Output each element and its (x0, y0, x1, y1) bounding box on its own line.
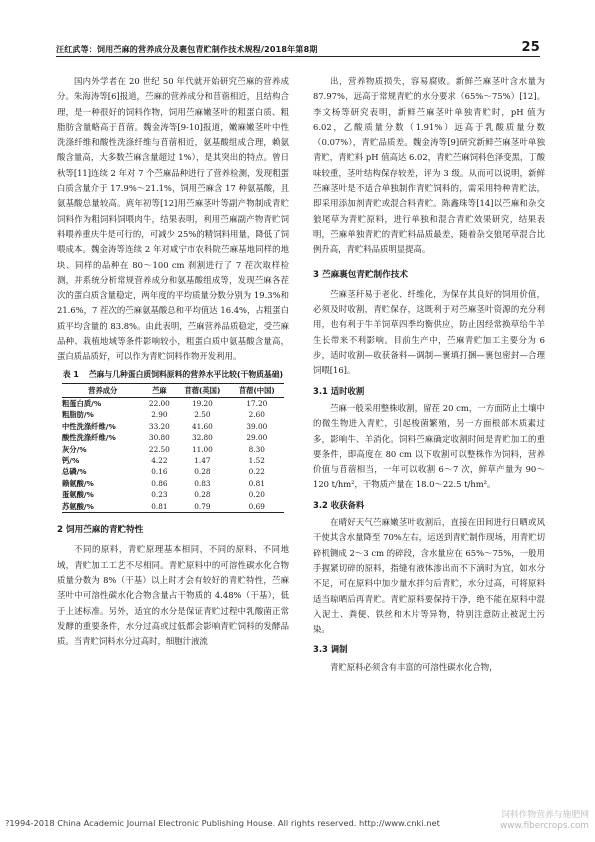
table-cell: 0.28 (194, 490, 211, 500)
table-header-cell: 苎麻 (144, 383, 176, 397)
body-paragraph: 国内外学者在 20 世纪 50 年代就开始研究苎麻的营养成分。朱海涛等[6]报道，苎麻的营养成分和苜蓿相近，且结构合理，是一种很好的饲料作物，饲用苎麻嫩茎叶的粗蛋白质、粗脂肪含量略高于苜蓿。魏金涛等[9-10]报道，嫩麻嫩茎叶中性洗涤纤维和酸性洗涤纤维与苜蓿相近，氨基酸组成合理，赖氨酸含量高，大多数苎麻含量超过 1%），是其突出的特点。曾日秋等[11]连续 2 年对 7 个苎麻品种进行了营养检测，发现粗蛋白质含量介于 17.9%～21.1%，饲用苎麻含 17 种氨基酸，且氨基酸总量较高。庹年初等[12]用苎麻茎叶等副产物制成青贮饲料作为粗饲料饲喂肉牛，结果表明，利用苎麻副产物青贮饲料喂养重庆牛是可行的，可减少 25%的精饲料用量，降低了饲喂成本。魏金涛等连续 2 年对咸宁市农科院苎麻基地同样的地块、同样的品种在 80～100 cm 刹割进行了 7 茬次取样检测，并系统分析常规营养成分和氨基酸组成等，发现苎麻各茬次的蛋白质含量稳定，两年度的平均质量分数分别为 19.3%和 21.6%，7 茬次的苎麻氨基酸总和平均值达 16.4%，占粗蛋白质平均含量的 83.8%。由此表明，苎麻营养品质稳定，受苎麻品种、栽植地域等条件影响较小，粗蛋白质中氨基酸含量高，蛋白质品质好，可以作为青贮饲料作物开发利用。 (57, 76, 289, 362)
table-row (62, 478, 284, 489)
table-cell: 0.16 (151, 467, 168, 477)
table-cell: 17.20 (246, 399, 268, 409)
table-cell: 0.22 (248, 467, 265, 477)
subsection-heading: 3.3 调制 (313, 644, 348, 655)
table-cell: 0.69 (230, 501, 284, 513)
table-cell: 0.81 (248, 478, 265, 488)
table-cell: 0.83 (194, 478, 211, 488)
table-caption-text: 苎麻与几种蛋白质饲料原料的营养水平比较(干物质基础) (88, 369, 284, 379)
table-cell: 2.90 (151, 410, 168, 420)
table-row (62, 489, 284, 500)
table-cell: 32.80 (191, 433, 213, 443)
table-cell: 1.52 (248, 456, 265, 466)
watermark-url: www.fibercrops.com (500, 821, 589, 831)
table-cell: 22.00 (148, 399, 170, 409)
table-cell: 0.79 (175, 501, 229, 513)
table-cell: 41.60 (191, 421, 213, 431)
table-cell: 总磷/% (62, 467, 87, 477)
table-cell: 中性洗涤纤维/% (62, 421, 116, 431)
table-header-row (62, 383, 284, 397)
table-cell: 2.60 (248, 410, 265, 420)
table-header-cell: 苜蓿(中国) (230, 383, 284, 397)
body-paragraph: 苎麻茎秆易于老化、纤维化，为保存其良好的饲用价值，必须及时收割，青贮保存，这既利于对苎麻茎叶资源的充分利用，也有利于牛羊饲草四季均衡供应，防止因经常换草给牛羊生长带来不利影响。目前生产中，苎麻青贮加工主要分为 6 步，适时收割—收获备料—调制—裹填打捆—裹包密封—合理饲喂[16]。 (313, 288, 545, 376)
table-cell: 赖氨酸/% (62, 478, 94, 488)
table-cell: 粗脂肪/% (62, 410, 94, 420)
nutrition-table (62, 383, 284, 513)
table-header-cell: 苜蓿(英国) (175, 383, 229, 397)
table-cell: 30.80 (148, 433, 170, 443)
body-paragraph: 在晴好天气苎麻嫩茎叶收割后，直接在田间进行日晒或风干使其含水量降至 70%左右，运送到青贮制作现场，用青贮切碎机铡成 2～3 cm 的碎段，含水量应在 65%～75%，一般用手握紧切碎的原料，指缝有液体渗出而不下滴时为宜，如水分不足，可在原料中加少量水拌匀后青贮，水分过高，可将原料适当晾晒后再青贮。青贮原料要保持干净，绝不能在原料中混入泥土、粪便、铁丝和木片等异物，特别注意防止被泥土污染。 (313, 517, 545, 635)
table-cell: 11.00 (191, 444, 213, 454)
running-header (56, 40, 540, 57)
table-header-cell: 营养成分 (62, 383, 144, 397)
table-row (62, 432, 284, 443)
table-caption (57, 368, 289, 381)
table-cell: 8.30 (248, 444, 265, 454)
table-cell: 29.00 (246, 433, 268, 443)
table-row (62, 455, 284, 466)
table-cell: 苏氨酸/% (62, 501, 144, 513)
body-paragraph: 不同的原料，青贮原理基本相同，不同的原料、不同地域，青贮加工工艺不尽相同。青贮原料中的可溶性碳水化合物质量分数为 8%（干基）以上时才会有较好的青贮特性，苎麻茎叶中可溶性碳水化合物含量占干物质的 4.48%（干基），低于上述标准。另外，适宜的水分是保证青贮过程中乳酸菌正常发酵的重要条件，水分过高或过低都会影响青贮饲料的发酵品质。当青贮饲料水分过高时，细胞汁液流 (57, 544, 289, 647)
table-cell: 39.00 (246, 421, 268, 431)
table-cell: 4.22 (151, 456, 168, 466)
subsection-heading: 3.1 适时收割 (313, 385, 365, 396)
section-heading: 3 苎麻裹包青贮制作技术 (313, 269, 408, 280)
table-cell: 钙/% (62, 456, 80, 466)
table-cell: 0.28 (194, 467, 211, 477)
table-cell: 19.20 (191, 399, 213, 409)
table-row (62, 501, 284, 513)
left-column (57, 74, 289, 649)
table-cell: 酸性洗涤纤维/% (62, 433, 116, 443)
section-heading: 2 饲用苎麻的青贮特性 (57, 525, 144, 536)
table-row (62, 398, 284, 410)
body-paragraph: 出，营养物质损失，容易腐败。新鲜苎麻茎叶含水量为 87.97%，远高于常规青贮的水分要求（65%～75%）[12]。李文杨等研究表明，新鲜苎麻茎叶单独青贮时，pH 值为 6.02，乙酸质量分数（1.91%）远高于乳酸质量分数（0.07%），青贮品质差。魏金涛等[9]研究新鲜苎麻茎叶单独青贮，青贮料 pH 值高达 6.02，青贮苎麻饲料色泽变黑，丁酸味较重，茎叶结构保存较差，评为 3 级。从而可以说明，新鲜苎麻茎叶是不适合单独制作青贮饲料的，需采用特种青贮法，即采用添加剂青贮或混合料青贮。陈鑫珠等[14]以苎麻和杂交狼尾草为青贮原料，进行单独和混合青贮效果研究，结果表明，苎麻单独青贮的青贮料品质最差，随着杂交狼尾草混合比例升高，青贮料品质明显提高。 (313, 76, 545, 255)
table-cell: 33.20 (148, 421, 170, 431)
copyright-footer: ?1994-2018 China Academic Journal Electronic Publishing House. All rights reserved. http://www.cnki.net (5, 818, 440, 828)
table-row (62, 409, 284, 420)
table-cell: 0.86 (151, 478, 168, 488)
table-cell: 蛋氨酸/% (62, 490, 94, 500)
right-column (313, 74, 545, 675)
table-row (62, 421, 284, 432)
table-cell: 灰分/% (62, 444, 87, 454)
running-title: 汪红武等：饲用苎麻的营养成分及裹包青贮制作技术规程/2018年第8期 (56, 45, 318, 54)
table-cell: 1.47 (194, 456, 211, 466)
subsection-heading: 3.2 收获备料 (313, 499, 365, 510)
site-watermark (500, 810, 589, 832)
table-cell: 2.50 (194, 410, 211, 420)
table-cell: 粗蛋白质/% (62, 399, 102, 409)
table-cell: 0.23 (151, 490, 168, 500)
table-cell: 0.81 (144, 501, 176, 513)
table-row (62, 444, 284, 455)
table-cell: 22.50 (148, 444, 170, 454)
watermark-line: 饲料作物营养与施肥网 (501, 810, 589, 820)
table-row (62, 466, 284, 477)
page-number: 25 (521, 40, 540, 55)
body-paragraph: 苎麻一般采用整株收割，留茬 20 cm，一方面防止土壤中的微生物进入青贮，引起梭菌繁殖，另一方面根部木质素过多，影响牛、羊消化。饲料苎麻确定收割时间是青贮加工的重要条件，即高度在 80 cm 以下收割可以整株作为饲料，营养价值与苜蓿相当，一年可以收割 6～7 次，鲜草产量为 90～120 t/hm²，干物质产量在 18.0～22.5 t/hm²。 (313, 402, 545, 490)
table-number: 表 1 (62, 369, 79, 379)
table-cell: 0.20 (248, 490, 265, 500)
body-paragraph: 青贮原料必须含有丰富的可溶性碳水化合物， (330, 661, 498, 672)
